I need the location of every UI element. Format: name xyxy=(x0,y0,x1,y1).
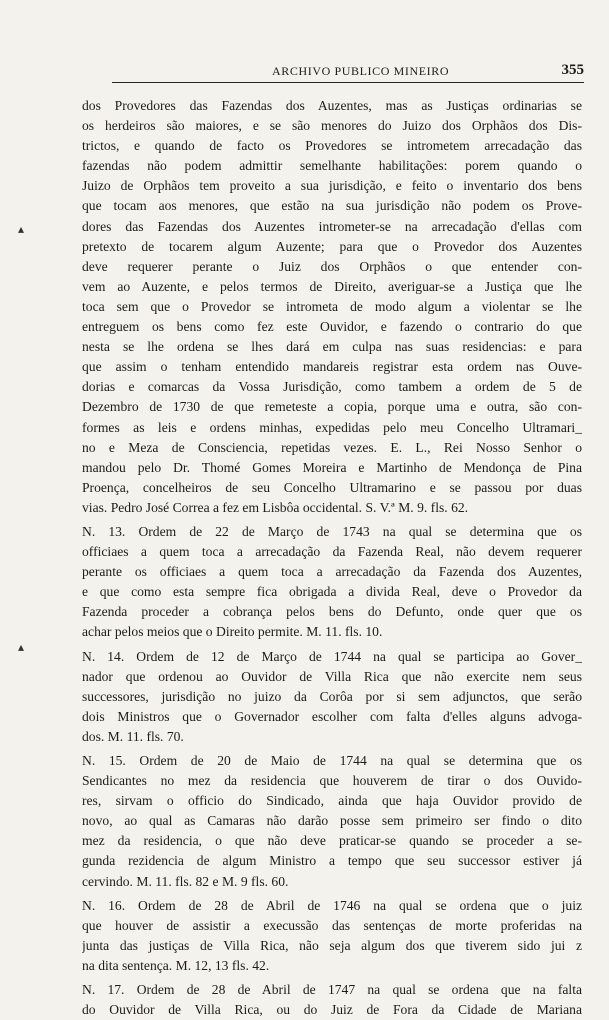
text-line: junta das justiças de Villa Rica, não seja algum dos que tiverem sido jui z xyxy=(82,937,582,953)
text-line: Dezembro de 1730 de que remeteste a copia, porque uma e outra, são con- xyxy=(82,399,582,415)
text-line: formes as leis e ordens minhas, expedidas pelo meu Concelho Ultramari_ xyxy=(82,419,582,435)
text-line: dos Provedores das Fazendas dos Auzentes, mas as Justiças ordinarias se xyxy=(82,98,582,113)
text-line: res, sirvam o officio do Sindicado, ainda que haja Ouvidor provido de xyxy=(82,793,582,809)
text-line: N. 15. Ordem de 20 de Maio de 1744 na qual se determina que os xyxy=(82,753,582,768)
text-line: pretexto de tocarem algum Auzente; para que o Provedor dos Auzentes xyxy=(82,238,582,254)
page-header xyxy=(112,60,584,84)
text-line: fazendas não podem admittir semelhante habilitações: porem quando o xyxy=(82,158,582,174)
text-line: achar pelos meios que o Direito permite. M. 11. fls. 10. xyxy=(82,624,383,640)
text-line: mez da residencia, o que não deve praticar-se quando se proceder a se- xyxy=(82,833,582,849)
text-line: que assim o tenham entendido mandareis registrar esta ordem nas Ouve- xyxy=(82,359,582,375)
text-line: mandou pelo Dr. Thomé Gomes Moreira e Martinho de Mendonça de Pina xyxy=(82,459,582,475)
text-line: Fazenda proceder a cobrança pelos bens do Defunto, onde quer que os xyxy=(82,604,582,620)
text-line: toca sem que o Provedor se intrometa de modo algum a violentar se lhe xyxy=(82,298,582,314)
text-line: successores, jurisdição no juizo da Corôa por si sem adjunctos, que serão xyxy=(82,688,582,704)
text-line: Proença, concelheiros de seu Concelho Ultramarino e se passou por duas xyxy=(82,479,582,495)
text-line: na dita sentença. M. 12, 13 fls. 42. xyxy=(82,957,270,973)
text-line: N. 17. Ordem de 28 de Abril de 1747 na qual se ordena que na falta xyxy=(82,982,582,998)
page-number: 355 xyxy=(561,62,584,78)
margin-mark: ▴ xyxy=(18,640,25,654)
text-line: dos. M. 11. fls. 70. xyxy=(82,728,184,744)
text-line: deve requerer perante o Juiz dos Orphãos o que entender con- xyxy=(82,258,582,274)
text-line: N. 16. Ordem de 28 de Abril de 1746 na qual se ordena que o juiz xyxy=(82,897,582,913)
text-line: Sendicantes no mez da residencia que houverem de tirar o dos Ouvido- xyxy=(82,773,582,789)
text-line: N. 13. Ordem de 22 de Março de 1743 na qual se determina que os xyxy=(82,523,582,539)
text-line: novo, ao qual as Camaras não darão posse sem primeiro ser findo o dito xyxy=(82,813,582,829)
text-line: que houver de assistir a execussão das sentenças de morte proferidas na xyxy=(82,917,582,933)
running-head: ARCHIVO PUBLICO MINEIRO xyxy=(272,64,450,78)
text-line: cervindo. M. 11. fls. 82 e M. 9 fls. 60. xyxy=(82,873,289,889)
text-line: que tocam aos menores, que estão na sua jurisdição não podem os Prove- xyxy=(82,198,582,214)
text-line: Juizo de Orphãos tem proveito a sua jurisdição, e feito o inventario dos bens xyxy=(82,178,582,194)
text-line: nador que ordenou ao Ouvidor de Villa Rica que não exercite nem seus xyxy=(82,668,582,684)
text-line: trictos, e quando de facto os Provedores se intrometem arrecadação das xyxy=(82,138,582,154)
text-line: nesta se lhe ordena se lhes dará em culpa nas suas residencias: e para xyxy=(82,339,582,355)
text-line: officiaes a quem toca a arrecadação da Fazenda Real, não devem requerer xyxy=(82,544,582,560)
header-rule xyxy=(112,82,584,83)
text-line: no e Meza de Consciencia, repetidas vezes. E. L., Rei Nosso Senhor o xyxy=(82,439,582,455)
text-line: entreguem os bens como fez este Ouvidor, e fazendo o contrario do que xyxy=(82,319,582,335)
text-line: dores das Fazendas dos Auzentes intrometer-se na arrecadação d'ellas com xyxy=(82,218,582,234)
text-line: N. 14. Ordem de 12 de Março de 1744 na qual se participa ao Gover_ xyxy=(82,648,582,664)
text-line: do Ouvidor de Villa Rica, ou do Juiz de Fora da Cidade de Mariana xyxy=(82,1002,582,1018)
margin-mark: ▴ xyxy=(18,222,25,236)
body-text xyxy=(82,96,582,1020)
text-line: vias. Pedro José Correa a fez em Lisbôa occidental. S. V.ª M. 9. fls. 62. xyxy=(82,499,469,515)
text-line: os herdeiros são maiores, e se são menores do Juizo dos Orphãos dos Dis- xyxy=(82,118,582,134)
text-line: dorias e comarcas da Vossa Jurisdição, como tambem a ordem de 5 de xyxy=(82,379,582,395)
text-line: e que como esta sempre fica obrigada a divida Real, deve o Provedor da xyxy=(82,584,582,600)
text-line: vem ao Auzente, e pelos termos de Direito, averiguar-se a Justiça que lhe xyxy=(82,278,582,294)
text-line: perante os officiaes a quem toca a arrecadação da Fazenda dos Auzentes, xyxy=(82,564,582,580)
text-line: gunda rezidencia de algum Ministro a tempo que seu successor estiver já xyxy=(82,853,582,869)
text-line: dois Ministros que o Governador escolher com falta d'elles alguns advoga- xyxy=(82,708,582,724)
